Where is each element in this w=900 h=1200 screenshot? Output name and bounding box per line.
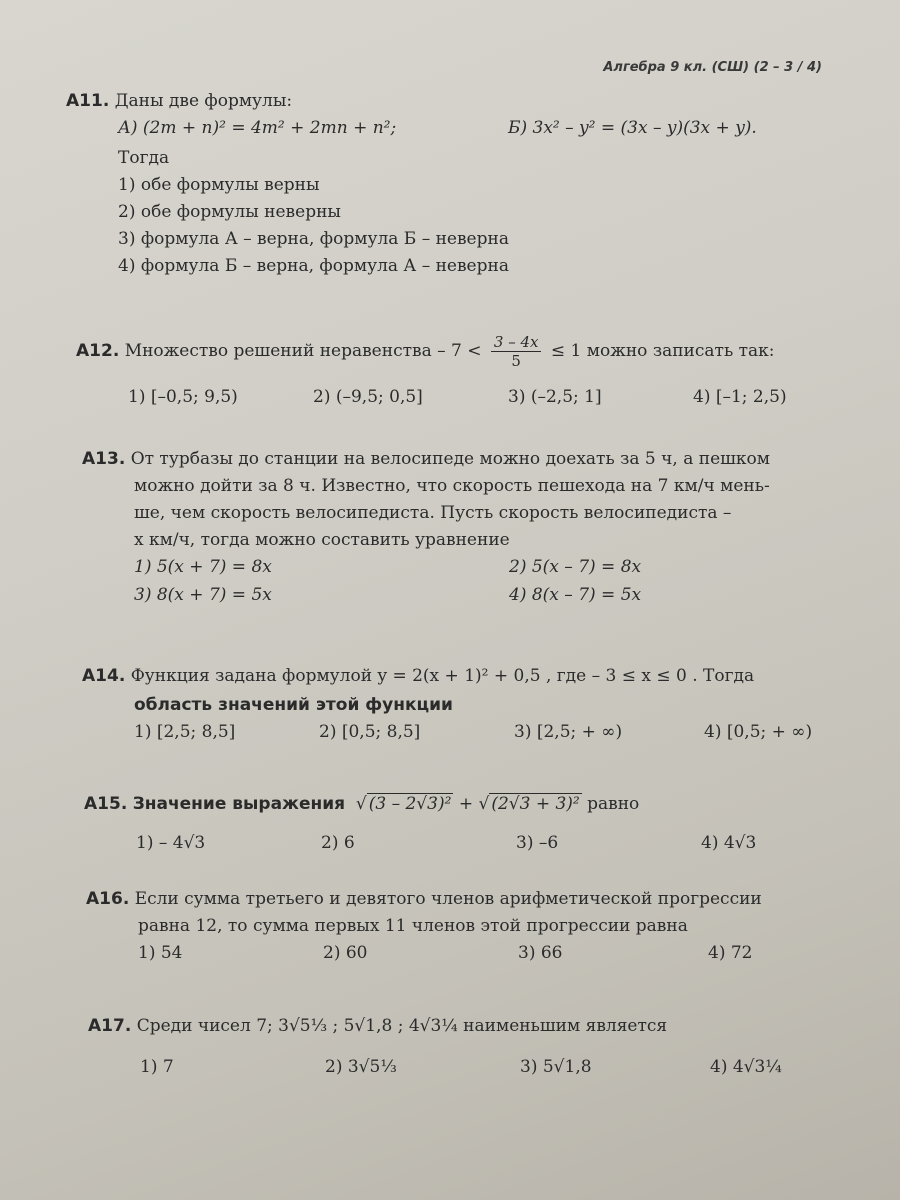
answer-option: 3) 66 [518, 943, 563, 963]
answer-option: 2) 5(x – 7) = 8x [509, 557, 642, 577]
answer-option: 1) [–0,5; 9,5) [128, 387, 238, 407]
fraction-numerator: 3 – 4x [491, 333, 542, 352]
task-text: равна 12, то сумма первых 11 членов этой прогрессии равна [138, 916, 688, 936]
task-text: можно дойти за 8 ч. Известно, что скорость пешехода на 7 км/ч мень- [134, 476, 770, 496]
task-number: А13. [82, 449, 126, 469]
task-stem: Множество решений неравенства – 7 < [124, 341, 482, 361]
task-stem: Функция задана формулой y = 2(x + 1)² + 0,5 , где – 3 ≤ x ≤ 0 . Тогда [130, 666, 755, 686]
then-label: Тогда [118, 148, 170, 168]
answer-option: 1) 5(x + 7) = 8x [134, 557, 272, 577]
task-text: Если сумма третьего и девятого членов арифметической прогрессии [134, 889, 762, 909]
answer-option: 4) [0,5; + ∞) [704, 722, 813, 742]
answer-option: 3) формула А – верна, формула Б – неверна [118, 229, 509, 249]
task-stem-end: ≤ 1 можно записать так: [550, 341, 775, 361]
answer-option: 4) 8(x – 7) = 5x [509, 585, 642, 605]
fraction [491, 333, 542, 370]
answer-option: 4) 72 [708, 943, 753, 963]
answer-option: 3) –6 [516, 833, 559, 853]
answer-option: 2) [0,5; 8,5] [319, 722, 421, 742]
answer-option: 4) [–1; 2,5) [693, 387, 787, 407]
answer-option: 4) формула Б – верна, формула А – неверна [118, 256, 509, 276]
answer-option: 2) 60 [323, 943, 368, 963]
task-a11 [66, 88, 826, 280]
task-number: А17. [88, 1016, 132, 1036]
answer-option: 1) 7 [140, 1057, 174, 1077]
task-number: А16. [86, 889, 130, 909]
answer-option: 1) обе формулы верны [118, 175, 320, 195]
answer-option: 1) – 4√3 [136, 833, 206, 853]
task-text: ше, чем скорость велосипедиста. Пусть скорость велосипедиста – [134, 503, 732, 523]
radical-1: (3 – 2√3)² [368, 794, 452, 814]
task-a17 [88, 1010, 858, 1082]
task-stem: Даны две формулы: [114, 91, 293, 111]
answer-option: 1) 54 [138, 943, 183, 963]
formula-a: А) (2m + n)² = 4m² + 2mn + n²; [118, 118, 397, 138]
task-number: А15. [84, 794, 128, 814]
fraction-denominator: 5 [511, 352, 521, 370]
radical-2: (2√3 + 3)² [491, 794, 580, 814]
answer-option: 2) 6 [321, 833, 355, 853]
page-header: Алгебра 9 кл. (СШ) (2 – 3 / 4) [603, 60, 822, 75]
task-stem-2: область значений этой функции [134, 695, 453, 715]
answer-option: 3) 8(x + 7) = 5x [134, 585, 272, 605]
task-number: А12. [76, 341, 120, 361]
task-text: x км/ч, тогда можно составить уравнение [134, 530, 510, 550]
task-a13 [82, 446, 842, 610]
answer-option: 3) 5√1,8 [520, 1057, 592, 1077]
task-a14 [82, 660, 842, 747]
answer-option: 3) (–2,5; 1] [508, 387, 602, 407]
answer-option: 2) (–9,5; 0,5] [313, 387, 423, 407]
answer-option: 3) [2,5; + ∞) [514, 722, 623, 742]
answer-option: 1) [2,5; 8,5] [134, 722, 236, 742]
answer-option: 4) 4√3¼ [710, 1057, 782, 1077]
answer-option: 4) 4√3 [701, 833, 757, 853]
task-stem: Среди чисел 7; 3√5⅓ ; 5√1,8 ; 4√3¼ наименьшим является [136, 1016, 668, 1036]
task-number: А14. [82, 666, 126, 686]
formula-b: Б) 3x² – y² = (3x – y)(3x + y). [508, 118, 757, 138]
task-stem-end: равно [587, 794, 640, 814]
plus-sign: + [458, 794, 474, 814]
task-a15: А15. Значение выражения √ (3 – 2√3)² + √ (2√3 + 3)² равно 1) – 4√3 2) 6 3) –6 4) 4√3 [84, 786, 844, 858]
task-a12 [76, 328, 836, 412]
task-number: А11. [66, 91, 110, 111]
answer-option: 2) 3√5⅓ [325, 1057, 397, 1077]
task-a16 [86, 886, 856, 968]
answer-option: 2) обе формулы неверны [118, 202, 341, 222]
task-text: От турбазы до станции на велосипеде можно доехать за 5 ч, а пешком [130, 449, 771, 469]
task-stem: Значение выражения [132, 794, 346, 814]
